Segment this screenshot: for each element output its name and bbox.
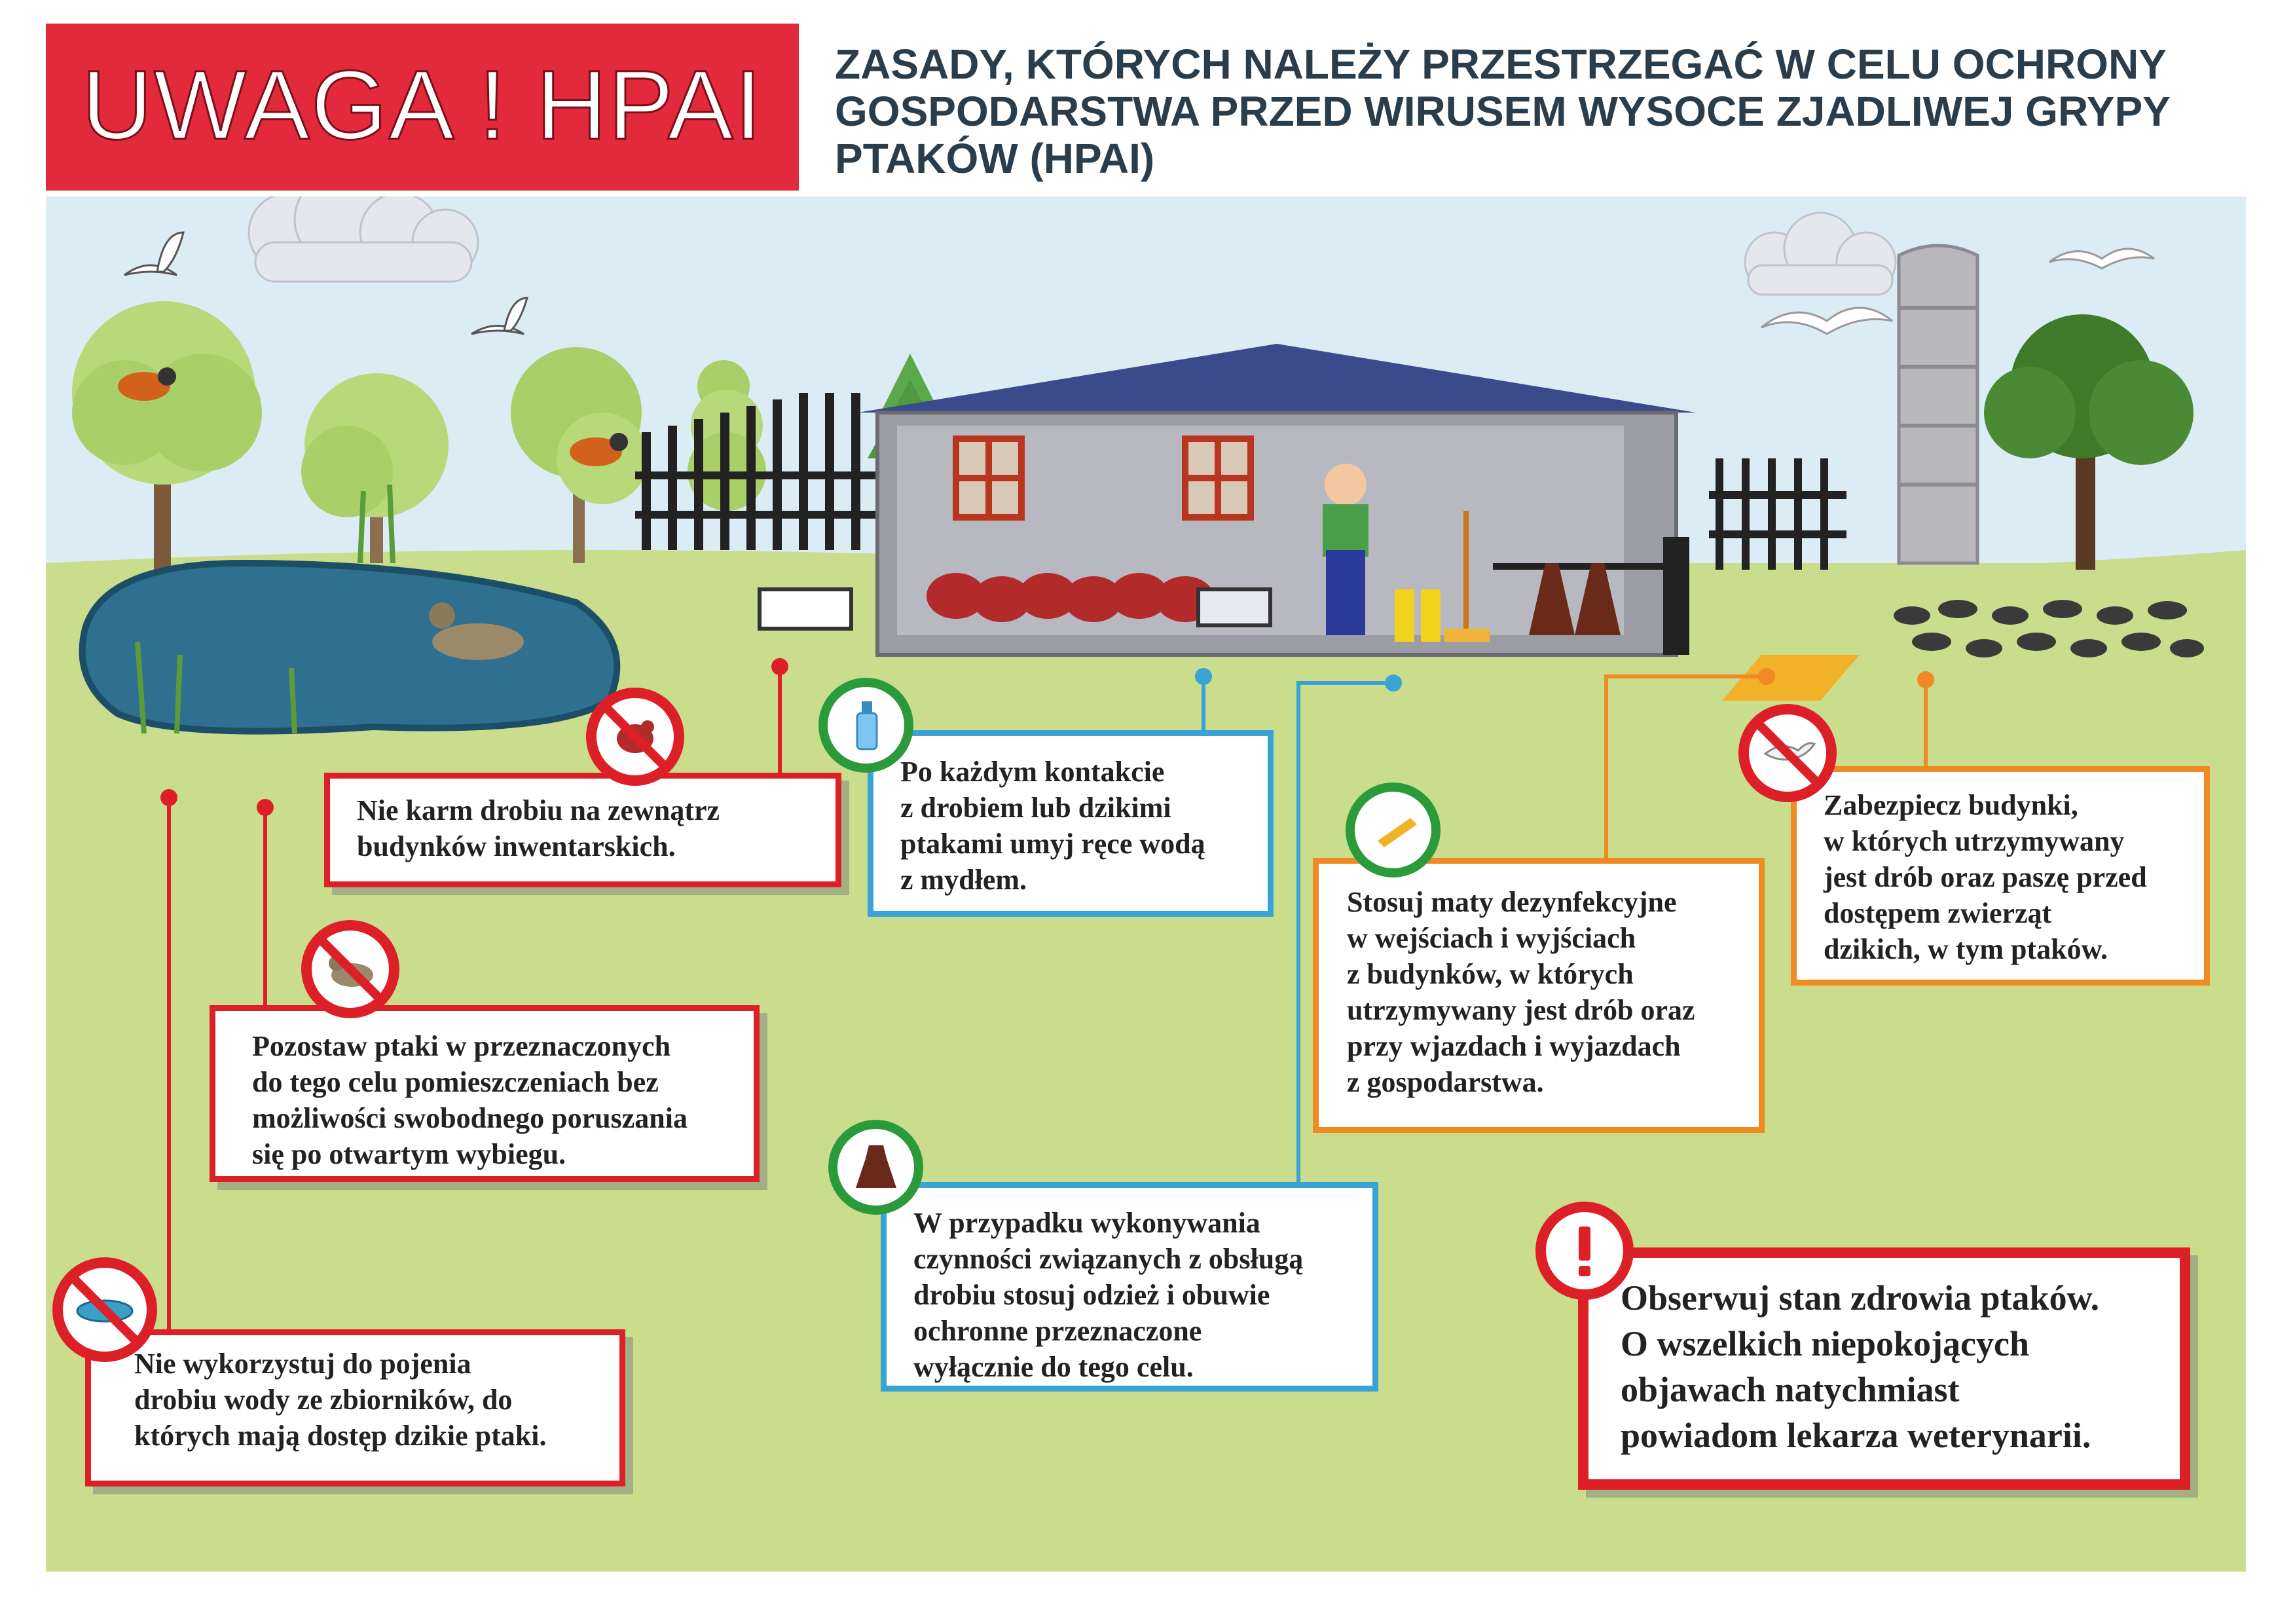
no-duck-icon xyxy=(301,920,399,1018)
header-title: UWAGA ! HPAI xyxy=(81,50,763,160)
rule-text: Stosuj maty dezynfekcyjne w wejściach i wyjściach z budynków, w których utrzymywany jest drób oraz przy wjazdach i wyjazdach z gospodarstwa. xyxy=(1347,886,1695,1098)
connector-line xyxy=(778,667,782,775)
silo xyxy=(1899,246,1977,563)
connector-line xyxy=(1924,681,1928,779)
connector-dot xyxy=(1758,668,1775,685)
connector-dot xyxy=(1917,671,1934,688)
exclamation-icon xyxy=(1535,1202,1634,1300)
disinfection-mat-icon xyxy=(1346,783,1441,877)
connector-line xyxy=(1296,681,1300,1185)
feeder-icon xyxy=(1198,589,1270,625)
apron-icon xyxy=(828,1120,923,1215)
connector-line xyxy=(263,812,267,1008)
header-subtitle: ZASADY, KTÓRYCH NALEŻY PRZESTRZEGAĆ W CELU OCHRONY GOSPODARSTWA PRZED WIRUSEM WYSOCE ZJADLIWEJ GRYPY PTAKÓW (HPAI) xyxy=(835,41,2170,182)
connector-line xyxy=(167,799,171,1336)
rule-water-source xyxy=(85,1329,625,1486)
feeder-icon xyxy=(760,589,851,629)
rule-text: Obserwuj stan zdrowia ptaków. O wszelkich niepokojących objawach natychmiast powiadom lekarza weterynarii. xyxy=(1621,1278,2100,1455)
farmer-icon xyxy=(1323,464,1368,635)
rule-wash-hands xyxy=(868,730,1274,917)
rule-text: Po każdym kontakcie z drobiem lub dzikimi ptakami umyj ręce wodą z mydłem. xyxy=(900,756,1205,896)
connector-dot xyxy=(257,799,274,816)
connector-dot xyxy=(160,789,177,806)
connector-line xyxy=(1296,681,1395,685)
rule-disinfection-mats xyxy=(1313,858,1765,1133)
connector-line xyxy=(1604,674,1608,871)
rule-text: Nie wykorzystuj do pojenia drobiu wody ze zbiorników, do których mają dostęp dzikie ptaki. xyxy=(134,1348,547,1452)
rule-text: Nie karm drobiu na zewnątrz budynków inwentarskich. xyxy=(357,794,720,862)
connector-line xyxy=(1604,674,1765,678)
connector-dot xyxy=(771,658,788,675)
rule-text: Zabezpiecz budynki, w których utrzymywany jest drób oraz paszę przed dostępem zwierząt dzikich, w tym ptaków. xyxy=(1824,789,2147,965)
rule-secure-buildings xyxy=(1791,766,2210,986)
no-water-icon xyxy=(52,1257,157,1362)
connector-dot xyxy=(1195,668,1212,685)
no-wild-bird-icon xyxy=(1738,704,1837,802)
rule-protective-clothing xyxy=(881,1182,1378,1392)
rule-text: W przypadku wykonywania czynności związanych z obsługą drobiu stosuj odzież i obuwie ochronne przeznaczone wyłącznie do tego celu. xyxy=(913,1207,1304,1383)
no-chicken-icon xyxy=(586,688,684,786)
cloud-icon xyxy=(249,196,478,282)
rule-keep-indoors xyxy=(210,1005,760,1182)
connector-dot xyxy=(1385,674,1402,692)
rule-text: Pozostaw ptaki w przeznaczonych do tego celu pomieszczeniach bez możliwości swobodnego poruszania się po otwartym wybiegu. xyxy=(252,1030,688,1170)
soap-bottle-icon xyxy=(818,678,913,773)
rule-feed-inside xyxy=(324,773,841,887)
rule-observe-health xyxy=(1578,1247,2190,1490)
header-banner xyxy=(46,24,799,191)
